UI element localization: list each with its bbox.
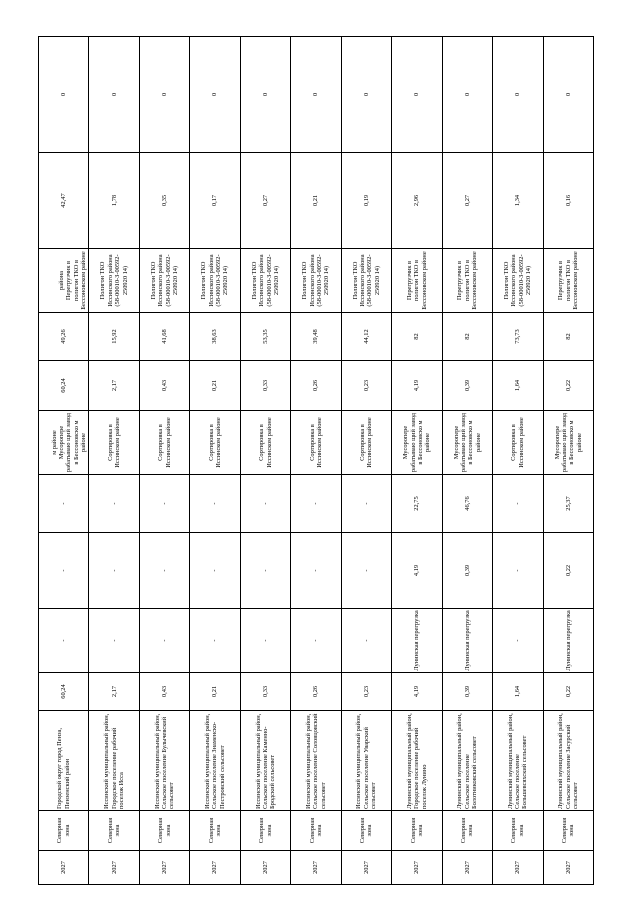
table-row	[291, 37, 341, 885]
disposal-volume-cell: 0,21	[291, 153, 341, 249]
transfer-distance-cell: -	[493, 475, 543, 533]
year-cell: 2027	[89, 851, 139, 885]
disposal-volume-cell: 0,17	[190, 153, 240, 249]
zone-cell: Северная зона	[139, 811, 189, 851]
residual-cell: 0	[543, 37, 593, 153]
table-row	[139, 37, 189, 885]
processing-distance-cell: 82	[442, 313, 492, 361]
transfer-volume-cell: -	[39, 533, 89, 609]
residual-cell: 0	[139, 37, 189, 153]
volume-cell: 0,21	[190, 673, 240, 711]
transfer-station-cell: -	[89, 609, 139, 673]
territory-cell: Иссинский муниципальный район, Сельское поселение Каменно-Бродский сельсовет	[240, 711, 290, 811]
table-row	[39, 37, 89, 885]
disposal-volume-cell: 1,78	[89, 153, 139, 249]
zone-cell: Северная зона	[392, 811, 442, 851]
disposal-facility-cell: Полигон ТКО Иссинского района (58-00010-З-00592-250920 14)	[240, 249, 290, 313]
transfer-volume-cell: -	[341, 533, 391, 609]
processing-volume-cell: 1,64	[493, 361, 543, 411]
processing-distance-cell: 44,12	[341, 313, 391, 361]
volume-cell: 2,17	[89, 673, 139, 711]
processing-facility-cell: Сортировка в Иссинском районе	[190, 411, 240, 475]
residual-cell: 0	[89, 37, 139, 153]
disposal-volume-cell: 0,27	[442, 153, 492, 249]
volume-cell: 0,23	[341, 673, 391, 711]
year-cell: 2027	[341, 851, 391, 885]
zone-cell: Северная зона	[341, 811, 391, 851]
transfer-volume-cell: -	[493, 533, 543, 609]
processing-distance-cell: 73,73	[493, 313, 543, 361]
continued-text: района	[58, 271, 66, 290]
territory-cell: Иссинский муниципальный район, Городское поселение рабочий поселок Исса	[89, 711, 139, 811]
residual-cell: 0	[291, 37, 341, 153]
disposal-facility-cell: Полигон ТКО Иссинского района (58-00010-З-00592-250920 14)	[190, 249, 240, 313]
processing-distance-cell: 38,63	[190, 313, 240, 361]
processing-volume-cell: 0,23	[341, 361, 391, 411]
processing-facility-cell: Мусоропере рабатываю щий завод в Бессоновско м районе	[442, 411, 492, 475]
volume-cell: 0,43	[139, 673, 189, 711]
residual-cell: 0	[240, 37, 290, 153]
processing-volume-cell: 0,43	[139, 361, 189, 411]
rotated-table-wrapper	[38, 37, 593, 885]
territory-cell: Лунинский муниципальный район, Сельское поселение Большевсяхский сельсовет	[493, 711, 543, 811]
residual-cell: 0	[493, 37, 543, 153]
disposal-facility-cell: Полигон ТКО Иссинского района (58-00010-З-00592-250920 14)	[493, 249, 543, 313]
processing-volume-cell: 0,39	[442, 361, 492, 411]
volume-cell: 0,33	[240, 673, 290, 711]
zone-cell: Северная зона	[190, 811, 240, 851]
disposal-volume-cell: 2,96	[392, 153, 442, 249]
territory-cell: Лунинский муниципальный район, Сельское поселение Болотниковский сельсовет	[442, 711, 492, 811]
disposal-facility-cell: района Перегрузчик в полигон ТКО в Бессоновском районе	[39, 249, 89, 313]
residual-cell: 0	[341, 37, 391, 153]
transfer-volume-cell: -	[89, 533, 139, 609]
transfer-station-cell: Лунинская перегрузка	[442, 609, 492, 673]
processing-volume-cell: 2,17	[89, 361, 139, 411]
processing-facility-cell: Сортировка в Иссинском районе	[341, 411, 391, 475]
transfer-volume-cell: 0,22	[543, 533, 593, 609]
transfer-station-cell: -	[139, 609, 189, 673]
processing-volume-cell: 0,33	[240, 361, 290, 411]
transfer-distance-cell: -	[190, 475, 240, 533]
processing-facility-cell: Мусоропере рабатываю щий завод в Бессоновско м районе	[392, 411, 442, 475]
transfer-distance-cell: -	[139, 475, 189, 533]
territory-cell: Иссинский муниципальный район, Сельское поселение Соловцовский сельсовет	[291, 711, 341, 811]
territory-cell: Лунинский муниципальный район, Сельское поселение Засурский сельсовет	[543, 711, 593, 811]
volume-cell: 0,39	[442, 673, 492, 711]
processing-facility-cell: Сортировка в Иссинском районе	[493, 411, 543, 475]
processing-distance-cell: 39,48	[291, 313, 341, 361]
waste-flow-table	[38, 36, 594, 885]
table-row	[341, 37, 391, 885]
disposal-facility-cell: Полигон ТКО Иссинского района (58-00010-З-00592-250920 14)	[139, 249, 189, 313]
year-cell: 2027	[442, 851, 492, 885]
processing-distance-cell: 41,68	[139, 313, 189, 361]
table-row	[442, 37, 492, 885]
table-row	[89, 37, 139, 885]
table-row	[392, 37, 442, 885]
disposal-facility-cell: Перегрузчик в полигон ТКО в Бессоновском районе	[442, 249, 492, 313]
transfer-distance-cell: -	[291, 475, 341, 533]
transfer-volume-cell: -	[139, 533, 189, 609]
territory-cell: Иссинский муниципальный район, Сельское поселение Уварский сельсовет	[341, 711, 391, 811]
zone-cell: Северная зона	[291, 811, 341, 851]
territory-cell: Иссинский муниципальный район, Сельское поселение Булычевский сельсовет	[139, 711, 189, 811]
disposal-facility-cell: Полигон ТКО Иссинского района (58-00010-З-00592-250920 14)	[89, 249, 139, 313]
year-cell: 2027	[139, 851, 189, 885]
processing-facility-cell: Сортировка в Иссинском районе	[89, 411, 139, 475]
disposal-volume-cell: 42,47	[39, 153, 89, 249]
transfer-distance-cell: -	[89, 475, 139, 533]
zone-cell: Северная зона	[543, 811, 593, 851]
zone-cell: Северная зона	[442, 811, 492, 851]
residual-cell: 0	[392, 37, 442, 153]
transfer-station-cell: -	[190, 609, 240, 673]
transfer-volume-cell: -	[291, 533, 341, 609]
territory-cell: Лунинский муниципальный район, Городское поселение рабочий поселок Лунино	[392, 711, 442, 811]
transfer-volume-cell: 0,39	[442, 533, 492, 609]
volume-cell: 0,26	[291, 673, 341, 711]
territory-cell: Иссинский муниципальный район, Сельское поселение Знаменско-Пестровский сельсовет	[190, 711, 240, 811]
disposal-facility-cell: Полигон ТКО Иссинского района (58-00010-З-00592-250920 14)	[291, 249, 341, 313]
table-row	[190, 37, 240, 885]
transfer-distance-cell: 25,37	[543, 475, 593, 533]
year-cell: 2027	[392, 851, 442, 885]
transfer-station-cell: Лунинская перегрузка	[543, 609, 593, 673]
disposal-volume-cell: 0,27	[240, 153, 290, 249]
processing-facility-cell: Мусоропере рабатываю щий завод в Бессоновско м районе	[543, 411, 593, 475]
processing-facility-cell: Сортировка в Иссинском районе	[291, 411, 341, 475]
year-cell: 2027	[291, 851, 341, 885]
processing-distance-cell: 82	[392, 313, 442, 361]
zone-cell: Северная зона	[493, 811, 543, 851]
processing-volume-cell: 60,24	[39, 361, 89, 411]
processing-volume-cell: 0,21	[190, 361, 240, 411]
transfer-station-cell: -	[291, 609, 341, 673]
transfer-station-cell: -	[493, 609, 543, 673]
processing-distance-cell: 82	[543, 313, 593, 361]
residual-cell: 0	[442, 37, 492, 153]
disposal-facility-cell: Полигон ТКО Иссинского района (58-00010-З-00592-250920 14)	[341, 249, 391, 313]
residual-cell: 0	[39, 37, 89, 153]
table-row	[543, 37, 593, 885]
processing-distance-cell: 53,35	[240, 313, 290, 361]
disposal-facility-cell: Перегрузчик в полигон ТКО в Бессоновском районе	[543, 249, 593, 313]
processing-distance-cell: 49,26	[39, 313, 89, 361]
transfer-station-cell: -	[341, 609, 391, 673]
transfer-station-cell: -	[39, 609, 89, 673]
processing-facility-cell: Сортировка в Иссинском районе	[139, 411, 189, 475]
disposal-volume-cell: 0,16	[543, 153, 593, 249]
year-cell: 2027	[493, 851, 543, 885]
year-cell: 2027	[190, 851, 240, 885]
volume-cell: 1,64	[493, 673, 543, 711]
territory-cell: Городской округ город Пенза, Пензенский район	[39, 711, 89, 811]
processing-volume-cell: 4,19	[392, 361, 442, 411]
processing-facility-cell: Сортировка в Иссинском районе	[240, 411, 290, 475]
transfer-volume-cell: -	[190, 533, 240, 609]
processing-volume-cell: 0,26	[291, 361, 341, 411]
zone-cell: Северная зона	[240, 811, 290, 851]
volume-cell: 60,24	[39, 673, 89, 711]
zone-cell: Северная зона	[89, 811, 139, 851]
transfer-station-cell: -	[240, 609, 290, 673]
year-cell: 2027	[39, 851, 89, 885]
transfer-station-cell: Лунинская перегрузка	[392, 609, 442, 673]
transfer-distance-cell: 46,76	[442, 475, 492, 533]
residual-cell: 0	[190, 37, 240, 153]
transfer-distance-cell: -	[240, 475, 290, 533]
processing-distance-cell: 15,92	[89, 313, 139, 361]
transfer-distance-cell: 22,75	[392, 475, 442, 533]
processing-facility-cell: м районе Мусоропере рабатываю щий завод в Бессоновско м районе	[39, 411, 89, 475]
transfer-distance-cell: -	[341, 475, 391, 533]
year-cell: 2027	[543, 851, 593, 885]
continued-text: м районе	[50, 430, 58, 455]
disposal-facility-cell: Перегрузчик в полигон ТКО в Бессоновском районе	[392, 249, 442, 313]
year-cell: 2027	[240, 851, 290, 885]
table-row	[493, 37, 543, 885]
transfer-distance-cell: -	[39, 475, 89, 533]
table-row	[240, 37, 290, 885]
zone-cell: Северная зона	[39, 811, 89, 851]
processing-volume-cell: 0,22	[543, 361, 593, 411]
transfer-volume-cell: -	[240, 533, 290, 609]
volume-cell: 0,22	[543, 673, 593, 711]
disposal-volume-cell: 0,19	[341, 153, 391, 249]
transfer-volume-cell: 4,19	[392, 533, 442, 609]
disposal-volume-cell: 0,35	[139, 153, 189, 249]
volume-cell: 4,19	[392, 673, 442, 711]
disposal-volume-cell: 1,34	[493, 153, 543, 249]
